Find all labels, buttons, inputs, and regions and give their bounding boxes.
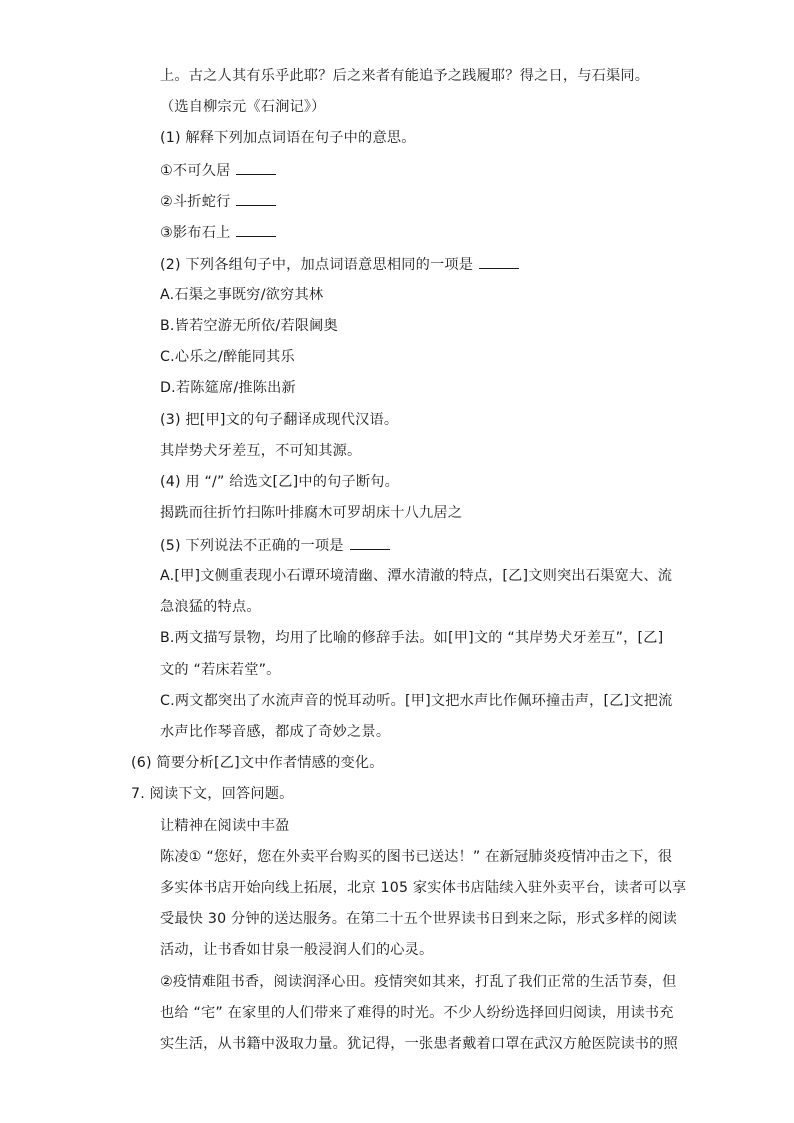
answer-blank (236, 191, 276, 206)
question-1-item-1: ①不可久居 (160, 160, 276, 181)
question-2-prompt: (2) 下列各组句子中，加点词语意思相同的一项是 (160, 254, 519, 275)
answer-blank (236, 160, 276, 175)
answer-blank (350, 535, 390, 550)
question-3-prompt: (3) 把[甲]文的句子翻译成现代汉语。 (160, 412, 399, 428)
article-paragraph-2-line-3: 实生活，从书籍中汲取力量。犹记得，一张患者戴着口罩在武汉方舱医院读书的照 (160, 1036, 678, 1052)
question-7-heading: 7. 阅读下文，回答问题。 (131, 786, 294, 802)
question-6-prompt: (6) 简要分析[乙]文中作者情感的变化。 (131, 755, 384, 771)
article-title: 让精神在阅读中丰盈 (160, 818, 290, 834)
article-paragraph-1-line-3: 受最快 30 分钟的送达服务。在第二十五个世界读书日到来之际，形式多样的阅读 (160, 911, 678, 927)
question-5-option-b: B.两文描写景物，均用了比喻的修辞手法。如[甲]文的 “其岸势犬牙差互”，[乙] (160, 630, 664, 646)
article-paragraph-2-line-1: ②疫情难阻书香，阅读润泽心田。疫情突如其来，打乱了我们正常的生活节奏，但 (160, 974, 677, 990)
question-1-prompt: (1) 解释下列加点词语在句子中的意思。 (160, 130, 416, 146)
answer-blank (479, 254, 519, 269)
question-3-sentence: 其岸势犬牙差互，不可知其源。 (160, 443, 362, 459)
article-paragraph-1-line-4: 活动，让书香如甘泉一般浸润人们的心灵。 (160, 942, 434, 958)
question-5-option-c-cont: 水声比作琴音感，都成了奇妙之景。 (160, 724, 391, 740)
question-2-option-a: A.石渠之事既穷/欲穷其林 (160, 287, 324, 303)
question-4-sentence: 揭跣而往折竹扫陈叶排腐木可罗胡床十八九居之 (160, 505, 463, 521)
answer-blank (236, 222, 276, 237)
question-2-option-d: D.若陈筵席/推陈出新 (160, 380, 296, 396)
question-4-prompt: (4) 用 “/” 给选文[乙]中的句子断句。 (160, 474, 400, 490)
passage-source: （选自柳宗元《石涧记》） (160, 99, 326, 115)
article-paragraph-1-line-2: 多实体书店开始向线上拓展，北京 105 家实体书店陆续入驻外卖平台，读者可以享 (160, 880, 687, 896)
passage-ending-line: 上。古之人其有乐乎此耶？后之来者有能追予之践履耶？得之日，与石渠同。 (160, 68, 650, 84)
question-5-option-b-cont: 文的 “若床若堂”。 (160, 662, 281, 678)
question-5-prompt: (5) 下列说法不正确的一项是 (160, 535, 390, 556)
question-5-option-c: C.两文都突出了水流声音的悦耳动听。[甲]文把水声比作佩环撞击声，[乙]文把流 (160, 693, 673, 709)
question-2-option-b: B.皆若空游无所依/若限阃奥 (160, 318, 338, 334)
question-1-item-2: ②斗折蛇行 (160, 191, 276, 212)
question-1-item-3: ③影布石上 (160, 222, 276, 243)
question-5-option-a-cont: 急浪猛的特点。 (160, 599, 261, 615)
question-5-option-a: A.[甲]文侧重表现小石谭环境清幽、潭水清澈的特点，[乙]文则突出石渠宽大、流 (160, 568, 673, 584)
article-paragraph-1-line-1: 陈凌① “您好，您在外卖平台购买的图书已送达！” 在新冠肺炎疫情冲击之下，很 (160, 849, 673, 865)
article-paragraph-2-line-2: 也给 “宅” 在家里的人们带来了难得的时光。不少人纷纷选择回归阅读，用读书充 (160, 1005, 674, 1021)
question-2-option-c: C.心乐之/醉能同其乐 (160, 349, 295, 365)
